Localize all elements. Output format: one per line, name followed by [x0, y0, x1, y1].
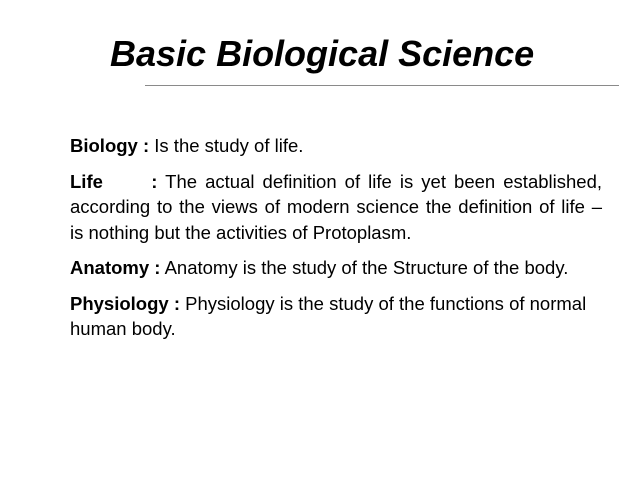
definition-text: Physiology is the study of the functions of normal human body. [70, 292, 587, 339]
title-divider [145, 85, 619, 86]
definition-term: Physiology : [70, 292, 180, 314]
slide-title: Basic Biological Science [110, 33, 535, 74]
definition-text: Anatomy is the study of the Structure of the body. [160, 257, 569, 278]
definition-physiology [70, 291, 602, 342]
definition-text: Is the study of life. [149, 135, 304, 156]
definition-life [70, 169, 602, 246]
definition-text: The actual definition of life is yet been established, according to the views of modern science the definition of life – is nothing but the activities of Protoplasm. [70, 170, 603, 243]
definition-term: Life : [70, 170, 158, 192]
definitions-list [70, 133, 602, 352]
definition-anatomy [70, 255, 602, 281]
definition-term: Biology : [70, 135, 150, 156]
definition-biology [70, 133, 602, 159]
definition-term: Anatomy : [70, 257, 161, 278]
